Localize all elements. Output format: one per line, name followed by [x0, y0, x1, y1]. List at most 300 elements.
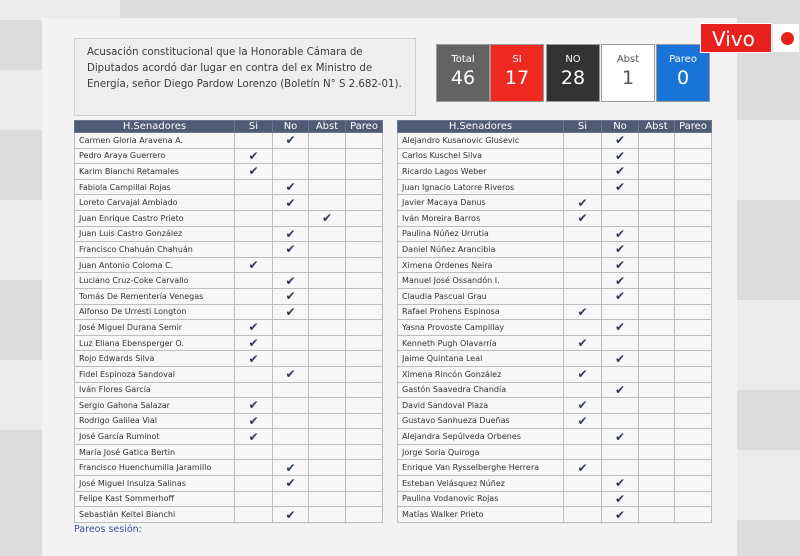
- senator-name: Karim Bianchi Retamales: [75, 164, 235, 180]
- checkmark-icon: ✔: [235, 148, 273, 164]
- senator-name: Alfonso De Urresti Longton: [75, 304, 235, 320]
- vote-cell-abst: [309, 242, 346, 258]
- senators-table-left: [74, 120, 383, 523]
- senator-name: Matías Walker Prieto: [398, 507, 564, 523]
- vote-cell-si: [564, 179, 602, 195]
- vote-cell-pareo: [346, 164, 383, 180]
- vote-cell-abst: [639, 476, 675, 492]
- vote-cell-no: [602, 460, 639, 476]
- vote-cell-abst: [639, 460, 675, 476]
- vote-cell-no: [602, 195, 639, 211]
- vote-cell-si: [235, 133, 273, 149]
- checkmark-icon: ✔: [235, 257, 273, 273]
- checkmark-icon: ✔: [273, 366, 309, 382]
- senator-name: Enrique Van Rysselberghe Herrera: [398, 460, 564, 476]
- vote-cell-abst: [639, 491, 675, 507]
- senator-name: Francisco Chahuán Chahuán: [75, 242, 235, 258]
- vote-cell-abst: [309, 320, 346, 336]
- vote-cell-pareo: [346, 288, 383, 304]
- column-header-abst: Abst: [309, 121, 346, 133]
- vote-cell-abst: [309, 179, 346, 195]
- vote-cell-pareo: [346, 273, 383, 289]
- vote-cell-pareo: [675, 444, 712, 460]
- senator-name: Juan Luis Castro González: [75, 226, 235, 242]
- vote-cell-abst: [309, 398, 346, 414]
- vote-cell-abst: [309, 288, 346, 304]
- senator-name: Javier Macaya Danus: [398, 195, 564, 211]
- table-row: [75, 382, 383, 398]
- table-row: [75, 351, 383, 367]
- vote-cell-abst: [309, 273, 346, 289]
- vote-cell-pareo: [675, 491, 712, 507]
- vote-cell-si: [235, 460, 273, 476]
- vote-cell-abst: [639, 273, 675, 289]
- vote-cell-si: [564, 226, 602, 242]
- vote-count-si: [490, 44, 544, 102]
- vote-cell-abst: [309, 335, 346, 351]
- vote-cell-si: [564, 288, 602, 304]
- checkmark-icon: ✔: [602, 257, 639, 273]
- senator-name: Claudia Pascual Grau: [398, 288, 564, 304]
- vote-cell-abst: [309, 413, 346, 429]
- vote-cell-pareo: [346, 382, 383, 398]
- background-tile: [0, 0, 120, 20]
- table-row: [398, 398, 712, 414]
- vote-cell-si: [564, 476, 602, 492]
- senator-name: Francisco Huenchumilla Jaramillo: [75, 460, 235, 476]
- background-tile: [0, 360, 42, 430]
- checkmark-icon: ✔: [564, 304, 602, 320]
- vote-cell-pareo: [346, 398, 383, 414]
- checkmark-icon: ✔: [235, 398, 273, 414]
- checkmark-icon: ✔: [273, 195, 309, 211]
- vote-cell-si: [235, 382, 273, 398]
- vote-cell-pareo: [675, 242, 712, 258]
- vote-cell-pareo: [346, 429, 383, 445]
- table-row: [75, 320, 383, 336]
- vote-cell-pareo: [346, 476, 383, 492]
- vote-cell-no: [602, 210, 639, 226]
- vote-cell-abst: [639, 304, 675, 320]
- vote-cell-abst: [309, 476, 346, 492]
- vote-cell-abst: [639, 133, 675, 149]
- checkmark-icon: ✔: [273, 288, 309, 304]
- vote-cell-abst: [309, 164, 346, 180]
- table-row: [75, 242, 383, 258]
- vote-cell-abst: [639, 351, 675, 367]
- table-row: [398, 476, 712, 492]
- checkmark-icon: ✔: [273, 179, 309, 195]
- vote-cell-pareo: [675, 304, 712, 320]
- vote-cell-abst: [309, 195, 346, 211]
- vote-cell-no: [602, 444, 639, 460]
- vote-cell-pareo: [346, 320, 383, 336]
- senator-name: Rodrigo Galilea Vial: [75, 413, 235, 429]
- vote-cell-pareo: [675, 226, 712, 242]
- vote-cell-si: [564, 242, 602, 258]
- vote-cell-pareo: [675, 273, 712, 289]
- senator-name: Luz Eliana Ebensperger O.: [75, 335, 235, 351]
- vote-cell-pareo: [346, 444, 383, 460]
- vote-cell-abst: [639, 148, 675, 164]
- vote-cell-abst: [309, 429, 346, 445]
- senator-name: Fidel Espinoza Sandoval: [75, 366, 235, 382]
- checkmark-icon: ✔: [602, 320, 639, 336]
- vote-cell-pareo: [346, 148, 383, 164]
- vote-cell-si: [235, 476, 273, 492]
- vote-cell-si: [564, 320, 602, 336]
- vote-cell-pareo: [346, 195, 383, 211]
- table-row: [398, 351, 712, 367]
- table-row: [398, 242, 712, 258]
- column-header-no: No: [273, 121, 309, 133]
- vote-cell-pareo: [675, 460, 712, 476]
- table-row: [398, 491, 712, 507]
- table-row: [75, 335, 383, 351]
- senator-name: Luciano Cruz-Coke Carvallo: [75, 273, 235, 289]
- vote-cell-no: [273, 382, 309, 398]
- senators-table-right: [397, 120, 712, 523]
- checkmark-icon: ✔: [273, 133, 309, 149]
- vote-cell-si: [235, 210, 273, 226]
- vote-cell-no: [602, 398, 639, 414]
- senator-name: Carlos Kuschel Silva: [398, 148, 564, 164]
- senator-name: Paulina Núñez Urrutia: [398, 226, 564, 242]
- table-row: [398, 320, 712, 336]
- table-row: [75, 179, 383, 195]
- table-row: [398, 210, 712, 226]
- vote-cell-pareo: [346, 351, 383, 367]
- vote-cell-no: [273, 335, 309, 351]
- session-title: Acusación constitucional que la Honorable Cámara de Diputados acordó dar lugar en contra del ex Ministro de Energía, señor Diego Pardow Lorenzo (Boletín N° S 2.682-01).: [74, 38, 416, 116]
- vote-cell-abst: [309, 460, 346, 476]
- senator-name: Juan Enrique Castro Prieto: [75, 210, 235, 226]
- vote-cell-pareo: [675, 429, 712, 445]
- senator-name: Ximena Órdenes Neira: [398, 257, 564, 273]
- vote-cell-pareo: [675, 507, 712, 523]
- background-tile: [0, 200, 42, 280]
- record-icon: [772, 23, 800, 53]
- table-header: [398, 121, 712, 133]
- senator-name: Kenneth Pugh Olavarría: [398, 335, 564, 351]
- checkmark-icon: ✔: [602, 382, 639, 398]
- column-header-si: Si: [235, 121, 273, 133]
- checkmark-icon: ✔: [564, 195, 602, 211]
- vote-cell-abst: [639, 507, 675, 523]
- vote-cell-si: [235, 242, 273, 258]
- vote-cell-pareo: [675, 210, 712, 226]
- vote-count-abst: [601, 44, 655, 102]
- table-row: [75, 429, 383, 445]
- vote-cell-no: [273, 398, 309, 414]
- vote-cell-abst: [309, 304, 346, 320]
- vote-cell-abst: [639, 210, 675, 226]
- vote-cell-si: [235, 304, 273, 320]
- senator-name: Tomás De Rementería Venegas: [75, 288, 235, 304]
- vote-cell-pareo: [346, 366, 383, 382]
- table-row: [398, 444, 712, 460]
- table-row: [75, 398, 383, 414]
- checkmark-icon: ✔: [602, 164, 639, 180]
- vote-count-value: 28: [560, 67, 586, 89]
- vote-cell-pareo: [675, 351, 712, 367]
- vote-cell-abst: [639, 242, 675, 258]
- vote-cell-abst: [309, 226, 346, 242]
- vote-cell-abst: [639, 429, 675, 445]
- vote-cell-pareo: [346, 242, 383, 258]
- table-row: [75, 444, 383, 460]
- vote-cell-abst: [309, 351, 346, 367]
- vote-cell-pareo: [675, 335, 712, 351]
- senator-name: Manuel José Ossandón I.: [398, 273, 564, 289]
- vote-cell-no: [273, 164, 309, 180]
- checkmark-icon: ✔: [602, 179, 639, 195]
- checkmark-icon: ✔: [273, 242, 309, 258]
- vote-cell-si: [235, 288, 273, 304]
- checkmark-icon: ✔: [564, 460, 602, 476]
- senator-name: Fabiola Campillai Rojas: [75, 179, 235, 195]
- table-row: [398, 179, 712, 195]
- vote-count-label: Total: [451, 54, 475, 65]
- vote-cell-pareo: [675, 366, 712, 382]
- checkmark-icon: ✔: [273, 507, 309, 523]
- vote-cell-pareo: [675, 288, 712, 304]
- checkmark-icon: ✔: [602, 476, 639, 492]
- senator-name: Rojo Edwards Silva: [75, 351, 235, 367]
- checkmark-icon: ✔: [273, 304, 309, 320]
- vote-count-value: 46: [450, 67, 476, 89]
- vote-cell-pareo: [675, 179, 712, 195]
- background-tile: [737, 120, 800, 200]
- table-row: [398, 226, 712, 242]
- column-header-abst: Abst: [639, 121, 675, 133]
- vote-cell-abst: [639, 226, 675, 242]
- vote-cell-abst: [639, 366, 675, 382]
- column-header-si: Si: [564, 121, 602, 133]
- senator-name: José García Ruminot: [75, 429, 235, 445]
- background-tile: [0, 70, 42, 130]
- vote-cell-si: [564, 429, 602, 445]
- checkmark-icon: ✔: [602, 148, 639, 164]
- table-row: [398, 429, 712, 445]
- vote-cell-abst: [639, 382, 675, 398]
- vote-cell-si: [564, 491, 602, 507]
- senator-name: Jorge Soria Quiroga: [398, 444, 564, 460]
- vote-cell-pareo: [675, 148, 712, 164]
- checkmark-icon: ✔: [564, 413, 602, 429]
- vote-count-no: [546, 44, 600, 102]
- vote-cell-pareo: [346, 179, 383, 195]
- vote-cell-no: [602, 366, 639, 382]
- senator-name: Yasna Provoste Campillay: [398, 320, 564, 336]
- vote-cell-abst: [309, 382, 346, 398]
- checkmark-icon: ✔: [602, 507, 639, 523]
- checkmark-icon: ✔: [602, 133, 639, 149]
- checkmark-icon: ✔: [273, 476, 309, 492]
- vote-cell-abst: [639, 320, 675, 336]
- senator-name: José Miguel Durana Semir: [75, 320, 235, 336]
- vote-cell-si: [564, 507, 602, 523]
- vote-cell-pareo: [675, 413, 712, 429]
- senator-name: Sebastián Keitel Bianchi: [75, 507, 235, 523]
- vote-cell-pareo: [346, 335, 383, 351]
- table-row: [75, 413, 383, 429]
- checkmark-icon: ✔: [602, 491, 639, 507]
- vote-cell-abst: [309, 444, 346, 460]
- checkmark-icon: ✔: [602, 351, 639, 367]
- background-tile: [737, 450, 800, 520]
- vote-cell-pareo: [346, 413, 383, 429]
- table-row: [75, 133, 383, 149]
- vote-cell-pareo: [346, 133, 383, 149]
- vote-cell-si: [564, 133, 602, 149]
- vote-cell-no: [602, 335, 639, 351]
- vote-cell-si: [564, 148, 602, 164]
- vote-cell-pareo: [346, 210, 383, 226]
- checkmark-icon: ✔: [235, 413, 273, 429]
- vote-cell-abst: [639, 413, 675, 429]
- senator-name: Esteban Velásquez Núñez: [398, 476, 564, 492]
- vote-cell-si: [564, 382, 602, 398]
- vote-count-label: SI: [512, 54, 522, 65]
- checkmark-icon: ✔: [564, 398, 602, 414]
- senator-name: Daniel Núñez Arancibia: [398, 242, 564, 258]
- vote-cell-abst: [309, 257, 346, 273]
- senator-name: Gustavo Sanhueza Dueñas: [398, 413, 564, 429]
- table-row: [75, 195, 383, 211]
- vote-cell-abst: [639, 335, 675, 351]
- vote-cell-no: [602, 413, 639, 429]
- table-row: [75, 210, 383, 226]
- table-row: [398, 507, 712, 523]
- senator-name: Iván Moreira Barros: [398, 210, 564, 226]
- senator-name: María José Gatica Bertin: [75, 444, 235, 460]
- senator-name: Jaime Quintana Leal: [398, 351, 564, 367]
- checkmark-icon: ✔: [564, 366, 602, 382]
- senator-name: Gastón Saavedra Chandía: [398, 382, 564, 398]
- vote-cell-no: [273, 491, 309, 507]
- senator-name: José Miguel Insulza Salinas: [75, 476, 235, 492]
- vote-cell-abst: [309, 366, 346, 382]
- vote-cell-abst: [639, 444, 675, 460]
- vote-cell-abst: [639, 288, 675, 304]
- senator-name: Carmen Gloria Aravena A.: [75, 133, 235, 149]
- senator-name: David Sandoval Plaza: [398, 398, 564, 414]
- vote-cell-no: [273, 429, 309, 445]
- table-row: [75, 507, 383, 523]
- table-row: [75, 460, 383, 476]
- column-header-pareo: Pareo: [675, 121, 712, 133]
- table-row: [398, 164, 712, 180]
- table-row: [398, 366, 712, 382]
- vote-cell-pareo: [675, 164, 712, 180]
- vote-cell-si: [235, 444, 273, 460]
- senator-name: Paulina Vodanovic Rojas: [398, 491, 564, 507]
- checkmark-icon: ✔: [273, 273, 309, 289]
- checkmark-icon: ✔: [273, 460, 309, 476]
- table-row: [398, 148, 712, 164]
- column-header-senators: H.Senadores: [398, 121, 564, 133]
- vote-cell-no: [273, 444, 309, 460]
- vote-cell-si: [564, 164, 602, 180]
- vote-count-label: Pareo: [669, 54, 697, 65]
- vote-cell-abst: [639, 164, 675, 180]
- vote-cell-si: [235, 195, 273, 211]
- checkmark-icon: ✔: [602, 242, 639, 258]
- vote-cell-abst: [639, 398, 675, 414]
- senator-name: Felipe Kast Sommerhoff: [75, 491, 235, 507]
- pareos-label: Pareos sesión:: [74, 524, 142, 535]
- table-row: [75, 288, 383, 304]
- senator-name: Ximena Rincón González: [398, 366, 564, 382]
- vote-cell-pareo: [346, 257, 383, 273]
- vote-cell-abst: [309, 133, 346, 149]
- vote-cell-no: [273, 320, 309, 336]
- vote-cell-pareo: [346, 491, 383, 507]
- vote-cell-no: [273, 257, 309, 273]
- vote-cell-si: [235, 507, 273, 523]
- vote-cell-pareo: [675, 382, 712, 398]
- vote-count-label: NO: [565, 54, 581, 65]
- vote-cell-pareo: [675, 257, 712, 273]
- table-row: [398, 133, 712, 149]
- vote-cell-abst: [309, 507, 346, 523]
- vote-count-total: [436, 44, 490, 102]
- vote-count-value: 1: [621, 67, 635, 89]
- column-header-senators: H.Senadores: [75, 121, 235, 133]
- checkmark-icon: ✔: [235, 335, 273, 351]
- vote-cell-pareo: [675, 133, 712, 149]
- vote-cell-abst: [639, 179, 675, 195]
- vote-cell-si: [235, 226, 273, 242]
- table-row: [398, 413, 712, 429]
- table-row: [398, 382, 712, 398]
- vote-cell-abst: [309, 491, 346, 507]
- senator-name: Ricardo Lagos Weber: [398, 164, 564, 180]
- table-row: [398, 273, 712, 289]
- vote-cell-pareo: [675, 398, 712, 414]
- senator-name: Alejandra Sepúlveda Orbenes: [398, 429, 564, 445]
- table-row: [75, 476, 383, 492]
- checkmark-icon: ✔: [309, 210, 346, 226]
- checkmark-icon: ✔: [564, 210, 602, 226]
- table-row: [75, 164, 383, 180]
- vote-count-value: 0: [676, 67, 690, 89]
- table-row: [398, 195, 712, 211]
- checkmark-icon: ✔: [235, 320, 273, 336]
- vote-cell-si: [564, 273, 602, 289]
- vote-cell-no: [273, 148, 309, 164]
- live-badge: Vivo: [700, 23, 772, 53]
- table-row: [398, 304, 712, 320]
- column-header-pareo: Pareo: [346, 121, 383, 133]
- vote-cell-abst: [639, 257, 675, 273]
- checkmark-icon: ✔: [602, 429, 639, 445]
- table-row: [75, 304, 383, 320]
- checkmark-icon: ✔: [235, 429, 273, 445]
- vote-cell-abst: [309, 148, 346, 164]
- vote-cell-si: [564, 351, 602, 367]
- vote-cell-no: [273, 210, 309, 226]
- vote-cell-si: [235, 179, 273, 195]
- vote-cell-pareo: [675, 195, 712, 211]
- checkmark-icon: ✔: [235, 164, 273, 180]
- checkmark-icon: ✔: [602, 273, 639, 289]
- table-row: [398, 257, 712, 273]
- vote-cell-pareo: [675, 320, 712, 336]
- senator-name: Pedro Araya Guerrero: [75, 148, 235, 164]
- table-row: [75, 366, 383, 382]
